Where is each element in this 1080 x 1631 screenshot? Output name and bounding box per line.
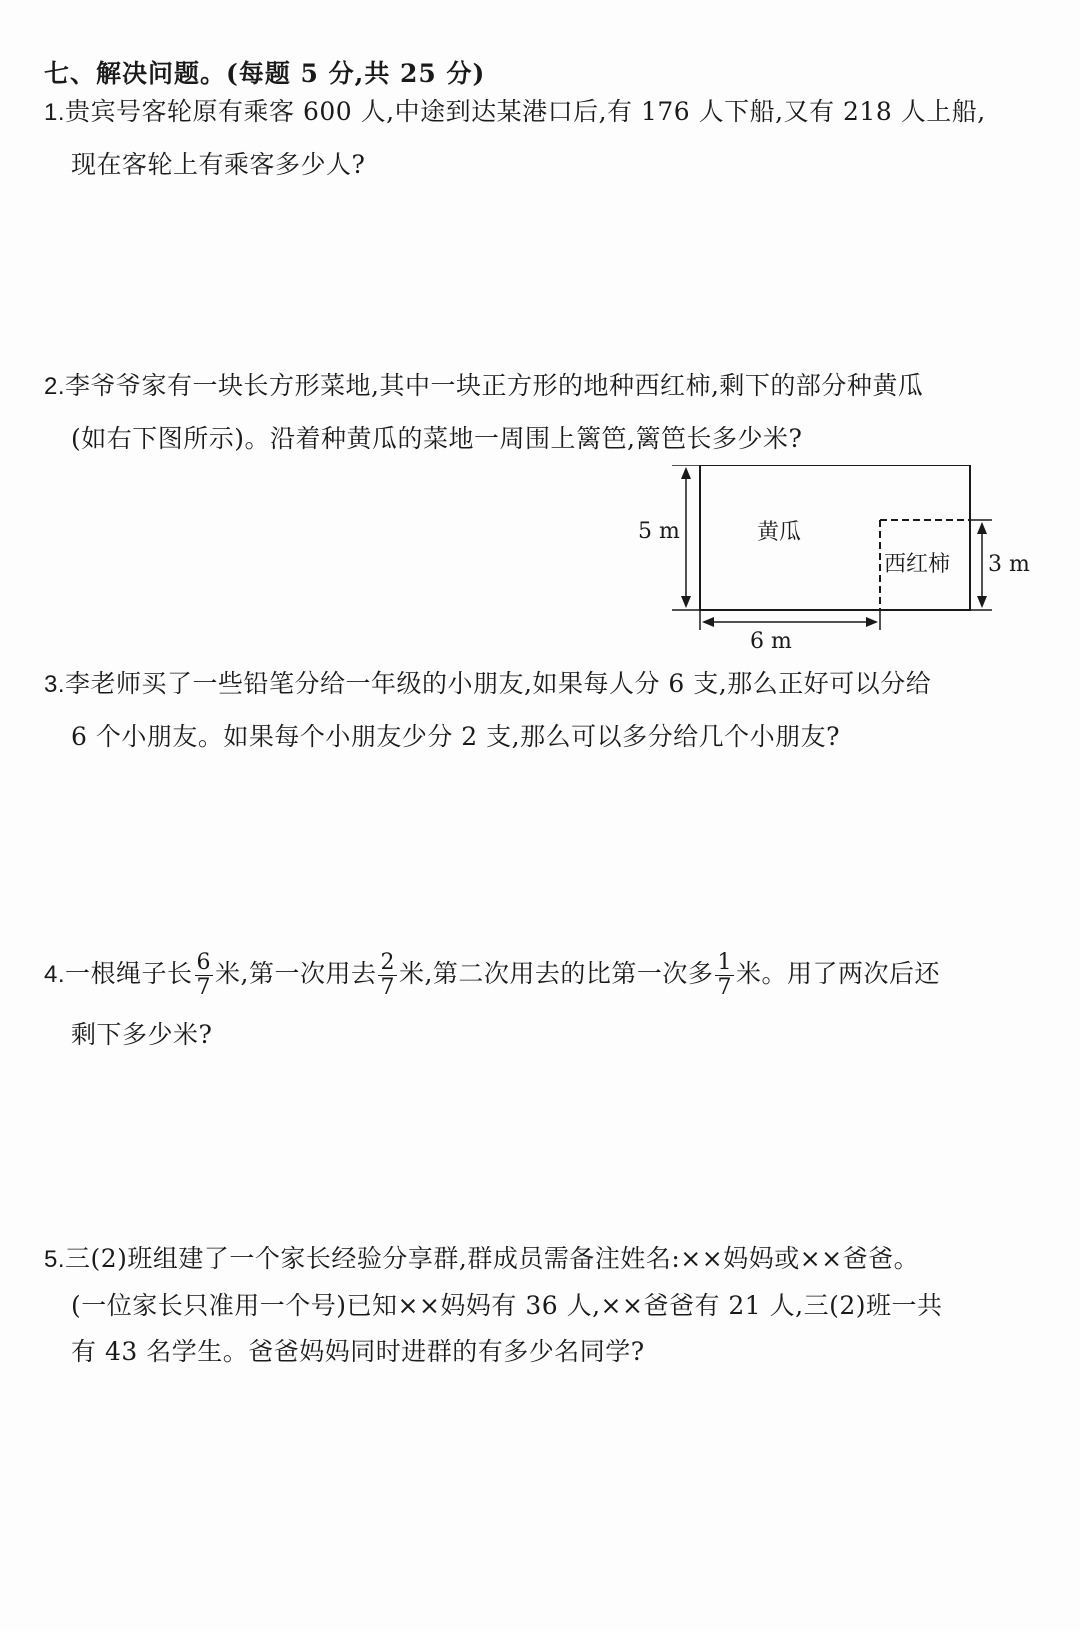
question-text: 一根绳子长 [65, 959, 193, 988]
garden-outline [700, 465, 970, 610]
tomato-label: 西红柿 [884, 552, 951, 577]
question-text: 现在客轮上有乘客多少人? [71, 150, 366, 179]
arrow-left-icon [702, 617, 714, 627]
arrow-up-icon [977, 522, 987, 534]
question-text: 李爷爷家有一块长方形菜地,其中一块正方形的地种西红柿,剩下的部分种黄瓜 [65, 371, 924, 400]
arrow-right-icon [866, 617, 878, 627]
question-3 [44, 658, 1044, 763]
question-text: 剩下多少米? [71, 1020, 213, 1049]
garden-diagram [620, 465, 1040, 660]
fraction-denominator: 7 [196, 975, 212, 1000]
arrow-down-icon [977, 596, 987, 608]
arrow-down-icon [681, 596, 691, 608]
fraction-one-seventh [715, 951, 734, 1000]
height-label: 5 m [638, 519, 680, 544]
question-text: 6 个小朋友。如果每个小朋友少分 2 支,那么可以多分给几个小朋友? [71, 722, 841, 751]
question-text: 李老师买了一些铅笔分给一年级的小朋友,如果每人分 6 支,那么正好可以分给 [65, 669, 932, 698]
fraction-denominator: 7 [717, 975, 732, 1000]
section-title: 七、解决问题。(每题 5 分,共 25 分) [44, 59, 486, 88]
fraction-numerator: 1 [717, 950, 732, 975]
question-2 [44, 360, 1044, 465]
fraction-denominator: 7 [380, 975, 395, 1000]
question-text: (如右下图所示)。沿着种黄瓜的菜地一周围上篱笆,篱笆长多少米? [71, 424, 803, 453]
question-text: 三(2)班组建了一个家长经验分享群,群成员需备注姓名:××妈妈或××爸爸。 [65, 1244, 920, 1273]
question-text: (一位家长只准用一个号)已知××妈妈有 36 人,××爸爸有 21 人,三(2)班一共 [71, 1291, 943, 1320]
question-text: 米,第一次用去 [215, 959, 377, 988]
question-number: 3. [44, 671, 66, 698]
cucumber-label: 黄瓜 [757, 520, 802, 545]
question-text: 米,第二次用去的比第一次多 [398, 959, 714, 988]
question-text: 有 43 名学生。爸爸妈妈同时进群的有多少名同学? [71, 1337, 645, 1366]
question-number: 5. [44, 1246, 66, 1273]
question-number: 4. [44, 961, 66, 988]
question-number: 2. [44, 373, 66, 400]
fraction-numerator: 2 [380, 950, 395, 975]
fraction-six-sevenths [195, 951, 214, 1000]
question-5 [44, 1236, 1044, 1375]
question-text: 米。用了两次后还 [735, 959, 940, 988]
width-label: 6 m [750, 629, 792, 654]
fraction-numerator: 6 [196, 950, 212, 975]
arrow-up-icon [681, 467, 691, 479]
question-text: 贵宾号客轮原有乘客 600 人,中途到达某港口后,有 176 人下船,又有 218 人上船, [65, 97, 986, 126]
question-1 [44, 86, 1044, 191]
question-number: 1. [44, 99, 66, 126]
fraction-two-sevenths [378, 951, 397, 1000]
question-4 [44, 944, 1044, 1065]
square-label: 3 m [988, 552, 1030, 577]
